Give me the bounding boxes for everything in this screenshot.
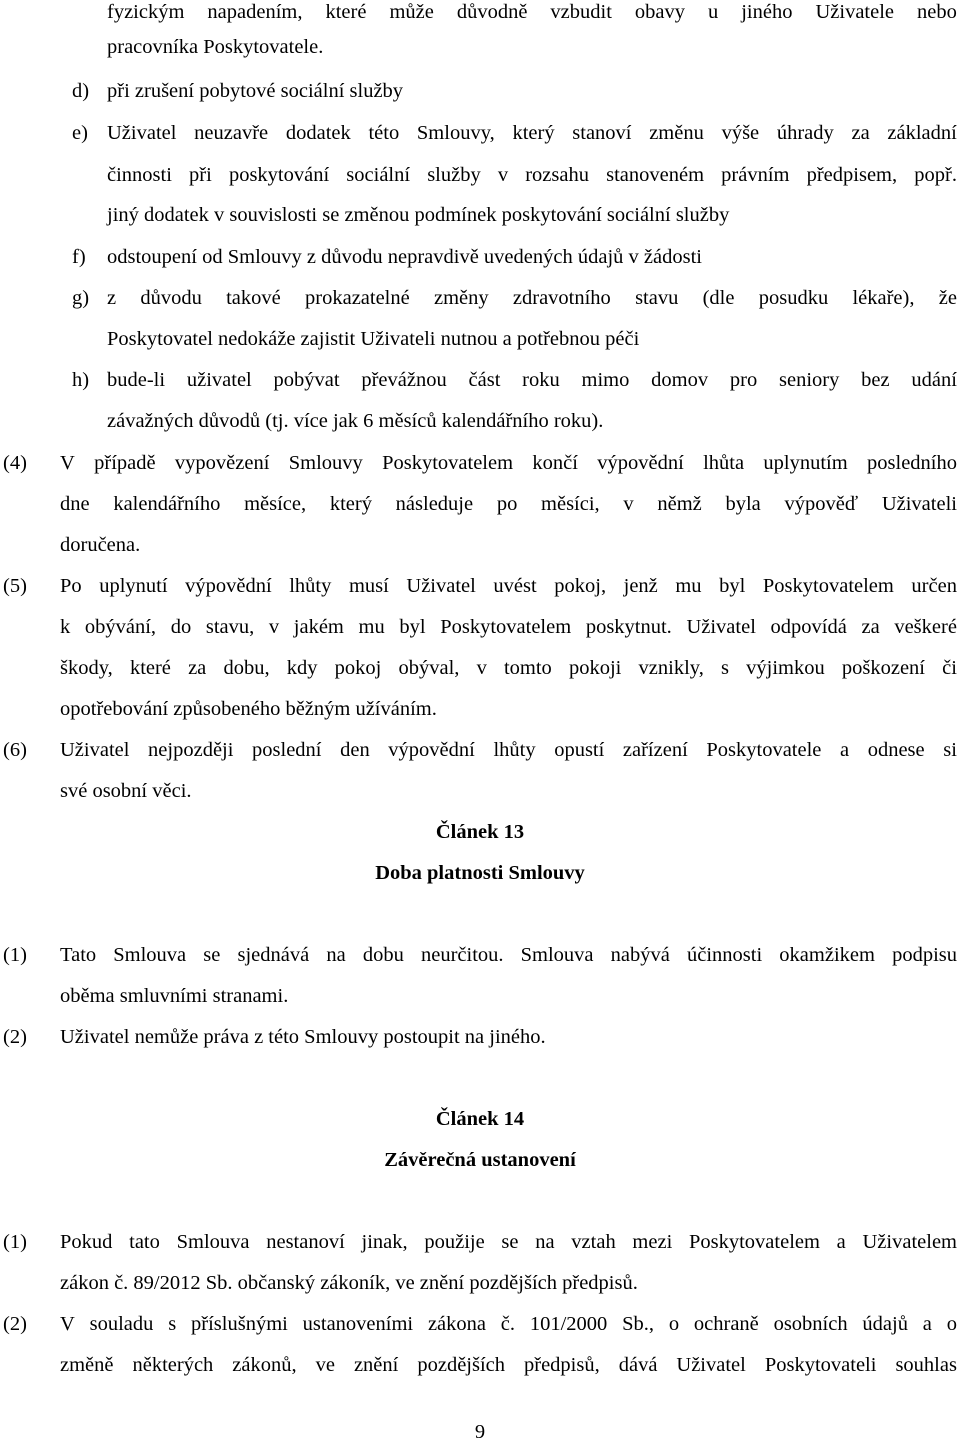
- paragraph-text: Uživatel nejpozději poslední den výpovědní lhůty opustí zařízení Poskytovatele a odnese si: [60, 739, 957, 761]
- item-marker: g): [72, 287, 90, 309]
- article-13-title: Článek 13: [435, 821, 525, 843]
- article-14-subtitle: Závěrečná ustanovení: [384, 1149, 576, 1171]
- paragraph-text: doručena.: [60, 534, 141, 556]
- paragraph-text: změně některých zákonů, ve znění pozdějších předpisů, dává Uživatel Poskytovateli souhlas: [60, 1354, 957, 1376]
- paragraph-text: oběma smluvními stranami.: [60, 985, 289, 1007]
- paragraph-text: zákon č. 89/2012 Sb. občanský zákoník, ve znění pozdějších předpisů.: [60, 1272, 638, 1294]
- item-text: bude-li uživatel pobývat převážnou část roku mimo domov pro seniory bez udání: [107, 369, 957, 391]
- paragraph-text: V případě vypovězení Smlouvy Poskytovatelem končí výpovědní lhůta uplynutím posledního: [60, 452, 957, 474]
- continuation-line: pracovníka Poskytovatele.: [107, 36, 324, 58]
- article-14-title: Článek 14: [435, 1108, 525, 1130]
- paragraph-text: dne kalendářního měsíce, který následuje po měsíci, v němž byla výpověď Uživateli: [60, 493, 957, 515]
- paragraph-text: Po uplynutí výpovědní lhůty musí Uživatel uvést pokoj, jenž mu byl Poskytovatelem určen: [60, 575, 957, 597]
- item-text: Poskytovatel nedokáže zajistit Uživateli nutnou a potřebnou péči: [107, 328, 640, 350]
- article-13-subtitle: Doba platnosti Smlouvy: [375, 862, 585, 884]
- paragraph-marker: (6): [3, 739, 27, 761]
- item-text: závažných důvodů (tj. více jak 6 měsíců kalendářního roku).: [107, 410, 604, 432]
- paragraph-text: opotřebování způsobeného běžným užíváním.: [60, 698, 437, 720]
- paragraph-marker: (1): [3, 944, 27, 966]
- item-text: z důvodu takové prokazatelné změny zdravotního stavu (dle posudku lékaře), že: [107, 287, 957, 309]
- paragraph-text: V souladu s příslušnými ustanoveními zákona č. 101/2000 Sb., o ochraně osobních údajů a o: [60, 1313, 957, 1335]
- item-text: činnosti při poskytování sociální služby v rozsahu stanoveném právním předpisem, popř.: [107, 164, 957, 186]
- paragraph-marker: (2): [3, 1026, 27, 1048]
- paragraph-text: Tato Smlouva se sjednává na dobu neurčitou. Smlouva nabývá účinnosti okamžikem podpisu: [60, 944, 957, 966]
- item-text: Uživatel neuzavře dodatek této Smlouvy, který stanoví změnu výše úhrady za základní: [107, 122, 957, 144]
- item-text: jiný dodatek v souvislosti se změnou podmínek poskytování sociální služby: [107, 204, 730, 226]
- paragraph-text: své osobní věci.: [60, 780, 192, 802]
- paragraph-marker: (4): [3, 452, 27, 474]
- paragraph-text: škody, které za dobu, kdy pokoj obýval, v tomto pokoji vznikly, s výjimkou poškození či: [60, 657, 957, 679]
- paragraph-marker: (1): [3, 1231, 27, 1253]
- item-marker: e): [72, 122, 88, 144]
- paragraph-text: Uživatel nemůže práva z této Smlouvy postoupit na jiného.: [60, 1026, 546, 1048]
- item-marker: f): [72, 246, 86, 268]
- page-number: 9: [474, 1421, 486, 1443]
- paragraph-marker: (5): [3, 575, 27, 597]
- item-text: při zrušení pobytové sociální služby: [107, 80, 404, 102]
- item-text: odstoupení od Smlouvy z důvodu nepravdivě uvedených údajů v žádosti: [107, 246, 702, 268]
- item-marker: h): [72, 369, 90, 391]
- paragraph-text: k obývání, do stavu, v jakém mu byl Poskytovatelem poskytnut. Uživatel odpovídá za veškeré: [60, 616, 957, 638]
- continuation-line: fyzickým napadením, které může důvodně vzbudit obavy u jiného Uživatele nebo: [107, 1, 957, 23]
- paragraph-text: Pokud tato Smlouva nestanoví jinak, použije se na vztah mezi Poskytovatelem a Uživatelem: [60, 1231, 957, 1253]
- item-marker: d): [72, 80, 90, 102]
- paragraph-marker: (2): [3, 1313, 27, 1335]
